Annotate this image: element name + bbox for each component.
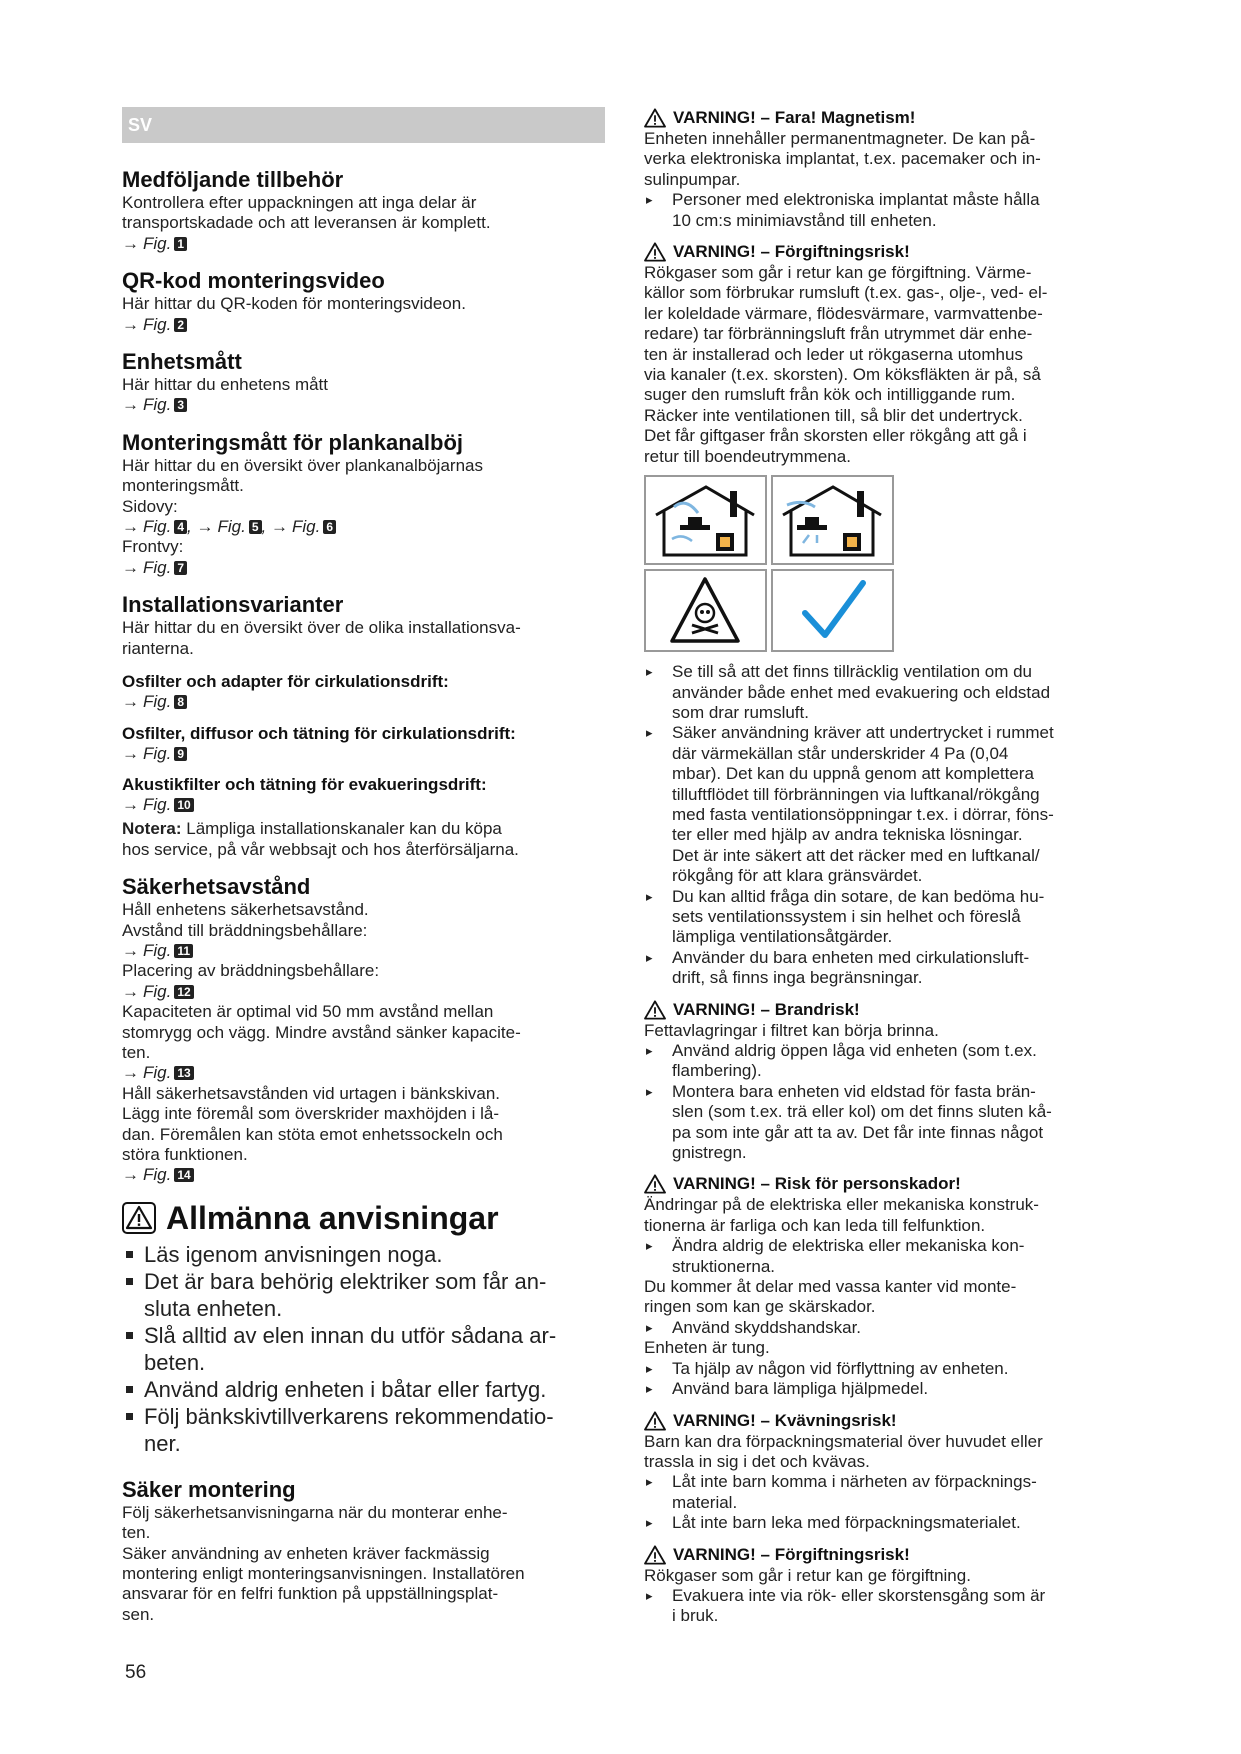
ventilation-pictograms (644, 475, 894, 652)
item-line: i bruk. (672, 1606, 719, 1626)
bullet-list (644, 190, 1134, 231)
text-line: ten. (122, 1523, 151, 1543)
text-line: trassla in sig i det och kvävas. (644, 1451, 870, 1471)
general-title: Allmänna anvisningar (166, 1199, 499, 1236)
text-line: Enheten är tung. (644, 1338, 770, 1358)
list-item (644, 662, 1134, 723)
section-install (122, 592, 605, 860)
text-line: transportskadade och att leveransen är komplett. (122, 213, 491, 233)
list-item (644, 1586, 1134, 1627)
fig-reference-row: → Fig. 4 , → Fig. 5 , → Fig. 6 (122, 517, 605, 537)
warning-icon (644, 1174, 666, 1194)
fig-label: Fig. (143, 314, 172, 334)
item-line: slen (som t.ex. trä eller kol) om det finns sluten kå- (672, 1102, 1052, 1122)
item-line: flambering). (672, 1061, 762, 1081)
list-item: ▸ Låt inte barn leka med förpackningsmaterialet. (644, 1513, 1134, 1533)
item-line: lämpliga ventilationsåtgärder. (672, 927, 893, 947)
text-line: Kontrollera efter uppackningen att inga delar är (122, 193, 477, 212)
text-line: Ändringar på de elektriska eller mekaniska konstruk- (644, 1195, 1039, 1215)
list-item: ▸ Använd skyddshandskar. (644, 1318, 1134, 1338)
warning-title: VARNING! – Förgiftningsrisk! (673, 242, 910, 262)
warning-title: VARNING! – Förgiftningsrisk! (673, 1544, 910, 1564)
left-column (122, 107, 605, 1625)
section-safe-mounting (122, 1477, 605, 1625)
text-line: källor som förbrukar rumsluft (t.ex. gas-, olje-, ved- el- (644, 283, 1048, 303)
list-item: Läs igenom anvisningen noga. (122, 1241, 605, 1268)
fig-number: 3 (174, 398, 187, 412)
language-bar: SV (122, 107, 605, 143)
text-line: Rökgaser som går i retur kan ge förgiftning. Värme- (644, 263, 1032, 283)
fig-label: Fig. (143, 395, 172, 415)
section-title: Installationsvarianter (122, 592, 344, 618)
section-title: Säkerhetsavstånd (122, 874, 311, 900)
item-line: Använd aldrig öppen låga vid enheten (som t.ex. (672, 1041, 1037, 1060)
bullet-list (644, 1472, 1134, 1533)
fig-label: Fig. (291, 517, 321, 537)
section-title: Monteringsmått för plankanalböj (122, 429, 464, 455)
item-line: använder både enhet med evakuering och eldstad (672, 682, 1051, 702)
warning-poison-1 (644, 241, 1134, 989)
front-view-label: Frontvy: (122, 537, 184, 557)
list-item (644, 1472, 1134, 1513)
fig-reference[interactable]: → Fig. 11 (122, 941, 605, 961)
text-line: Räcker inte ventilationen till, så blir det undertryck. (644, 405, 1023, 425)
text-line: Enheten innehåller permanentmagneter. De kan på- (644, 129, 1036, 148)
text-line: redare) tar förbränningsluft från utrymmet där enhe- (644, 324, 1033, 344)
fig-reference[interactable]: → Fig. 10 (122, 795, 605, 815)
list-item (644, 723, 1134, 886)
section-safety-distance (122, 874, 605, 1186)
section-accessories (122, 167, 605, 254)
section-title: Säker montering (122, 1476, 296, 1502)
item-line: som drar rumsluft. (672, 702, 809, 722)
install-variant (122, 774, 605, 815)
warning-title: VARNING! – Brandrisk! (673, 999, 860, 1019)
fig-number[interactable]: 6 (323, 520, 336, 534)
section-title: Medföljande tillbehör (122, 167, 344, 192)
checkmark-pictogram (771, 569, 894, 652)
text-line: monteringsmått. (122, 476, 244, 496)
text-line: Placering av bräddningsbehållare: (122, 961, 380, 981)
fig-number: 10 (174, 798, 193, 812)
note (122, 819, 605, 839)
text-line: retur till boendeutrymmena. (644, 446, 851, 466)
warning-heading (644, 107, 1134, 129)
variant-title: Osfilter, diffusor och tätning för cirkulationsdrift: (122, 723, 516, 743)
item-line: struktionerna. (672, 1256, 775, 1276)
item-line: Det är inte säkert att det räcker med en luftkanal/ (672, 845, 1040, 865)
section-dims (122, 349, 605, 416)
fig-number: 1 (174, 237, 187, 251)
section-general (122, 1200, 605, 1457)
warning-injury (644, 1173, 1134, 1399)
fig-reference[interactable]: → Fig. 2 (122, 315, 605, 335)
fig-reference[interactable]: → Fig. 7 (122, 558, 605, 578)
house-recirculation-pictogram (771, 475, 894, 565)
fig-label: Fig. (143, 1165, 172, 1185)
item-line: Evakuera inte via rök- eller skorstensgång som är (672, 1585, 1046, 1605)
item-line: mbar). Det kan du uppnå genom att komplettera (672, 764, 1034, 784)
item-line: ter eller med hjälp av andra tekniska lösningar. (672, 825, 1023, 845)
section-duct (122, 430, 605, 578)
text-line: sulinpumpar. (644, 169, 741, 189)
fig-number[interactable]: 4 (174, 520, 187, 534)
list-item (122, 1403, 605, 1457)
list-item (644, 948, 1134, 989)
text-line: Följ säkerhetsanvisningarna när du monterar enhe- (122, 1502, 508, 1522)
warning-heading (644, 1544, 1134, 1566)
fig-number: 9 (174, 747, 187, 761)
section-title: QR-kod monteringsvideo (122, 268, 385, 294)
page-number: 56 (125, 1662, 147, 1683)
fig-reference[interactable]: → Fig. 9 (122, 744, 605, 764)
text-line: Lägg inte föremål som överskrider maxhöjden i lå- (122, 1104, 500, 1124)
item-line: Slå alltid av elen innan du utför sådana ar- (144, 1322, 557, 1348)
text-line: Kapaciteten är optimal vid 50 mm avstånd mellan (122, 1002, 494, 1022)
text-line: Här hittar du QR-koden för monteringsvideon. (122, 294, 466, 314)
text-line: Du kommer åt delar med vassa kanter vid monte- (644, 1277, 1017, 1297)
list-item (644, 1041, 1134, 1082)
text-line: ler koleldade värmare, flödesvärmare, varmvattenbe- (644, 303, 1043, 323)
warning-icon (644, 1000, 666, 1020)
variant-title: Akustikfilter och tätning för evakueringsdrift: (122, 774, 487, 794)
fig-label: Fig. (143, 517, 172, 537)
list-item (122, 1322, 605, 1376)
list-item: Använd aldrig enheten i båtar eller fartyg. (122, 1376, 605, 1403)
list-item (644, 1236, 1134, 1277)
warning-heading (644, 241, 1134, 263)
text-line: ten. (122, 1042, 151, 1062)
text-line: ansvarar för en felfri funktion på uppställningsplat- (122, 1584, 499, 1604)
item-line: Montera bara enheten vid eldstad för fasta brän- (672, 1081, 1036, 1101)
fig-label: Fig. (143, 692, 172, 712)
section-title: Enhetsmått (122, 349, 242, 375)
right-column (644, 107, 1134, 1627)
section-qr (122, 268, 605, 335)
text-line: Här hittar du en översikt över plankanalböjarnas (122, 455, 483, 475)
fig-number: 8 (174, 695, 187, 709)
item-line: Följ bänkskivtillverkarens rekommendatio- (144, 1403, 554, 1429)
warning-fire (644, 999, 1134, 1164)
warning-title: VARNING! – Risk för personskador! (673, 1174, 961, 1194)
list-item: ▸ Ta hjälp av någon vid förflyttning av enheten. (644, 1359, 1134, 1379)
bullet-list (644, 1586, 1134, 1627)
item-line: beten. (144, 1349, 206, 1375)
item-line: pa som inte går att ta av. Det får inte finnas något (672, 1122, 1044, 1142)
item-line: material. (672, 1492, 738, 1512)
warning-title: VARNING! – Fara! Magnetism! (673, 108, 916, 127)
item-line: sluta enheten. (144, 1295, 283, 1321)
item-line: Låt inte barn komma i närheten av förpacknings- (672, 1472, 1037, 1492)
item-line: med fasta ventilationsöppningar t.ex. i dörrar, föns- (672, 804, 1054, 824)
list-item: ▸ Använd bara lämpliga hjälpmedel. (644, 1379, 1134, 1399)
warning-icon (644, 1411, 666, 1431)
warning-heading (644, 1173, 1134, 1195)
warning-icon (644, 242, 666, 262)
text-line: ringen som kan ge skärskador. (644, 1297, 876, 1317)
warning-heading (644, 1410, 1134, 1432)
fig-label: Fig. (143, 743, 172, 763)
item-line: Se till så att det finns tillräcklig ventilation om du (672, 662, 1033, 682)
warning-suffocation (644, 1410, 1134, 1534)
fig-number: 7 (174, 561, 187, 575)
text-line: Fettavlagringar i filtret kan börja brinna. (644, 1020, 939, 1040)
text-line: dan. Föremålen kan stöta emot enhetssockeln och (122, 1124, 503, 1144)
item-line: rökgång för att klara gränsvärdet. (672, 866, 923, 886)
house-exhaust-pictogram (644, 475, 767, 565)
fig-reference[interactable]: → Fig. 8 (122, 692, 605, 712)
bullet-list (644, 1236, 1134, 1277)
fig-label: Fig. (143, 940, 172, 960)
fig-number: 12 (174, 985, 193, 999)
bullet-list (644, 662, 1134, 989)
item-line: Det är bara behörig elektriker som får an- (144, 1268, 547, 1294)
text-line: Avstånd till bräddningsbehållare: (122, 920, 368, 940)
fig-label: Fig. (143, 981, 172, 1001)
text-line: ten är installerad och leder ut rökgaserna utomhus (644, 344, 1023, 364)
text-line: verka elektroniska implantat, t.ex. pacemaker och in- (644, 149, 1041, 169)
fig-label: Fig. (143, 794, 172, 814)
fig-reference[interactable]: → Fig. 1 (122, 234, 605, 254)
warning-icon (644, 108, 666, 128)
item-line: 10 cm:s minimiavstånd till enheten. (672, 210, 937, 230)
warning-icon (122, 1202, 156, 1234)
item-line: där värmekällan står underskrider 4 Pa (0,04 (672, 743, 1009, 763)
item-line: gnistregn. (672, 1143, 747, 1163)
note-text: Lämpliga installationskanaler kan du köpa (181, 819, 502, 839)
item-line: Ändra aldrig de elektriska eller mekaniska kon- (672, 1236, 1025, 1256)
text-line: störa funktionen. (122, 1145, 248, 1164)
text-line: Säker användning av enheten kräver fackmässig (122, 1543, 490, 1563)
item-line: tilluftflödet till förbränningen via luftkanal/rökgång (672, 784, 1040, 804)
text-line: tionerna är farliga och kan leda till felfunktion. (644, 1215, 986, 1235)
toxic-hazard-pictogram (644, 569, 767, 652)
item-line: Säker användning kräver att undertrycket i rummet (672, 723, 1054, 743)
fig-number: 11 (174, 944, 193, 958)
fig-reference[interactable]: → Fig. 14 (122, 1165, 605, 1185)
bullet-list (644, 1318, 1134, 1338)
text-line: Håll säkerhetsavstånden vid urtagen i bänkskivan. (122, 1083, 500, 1103)
item-line: ner. (144, 1430, 181, 1456)
item-line: Använder du bara enheten med cirkulationsluft- (672, 947, 1030, 967)
text-line: suger den rumsluft från kök och intilliggande rum. (644, 385, 1016, 405)
text-line: Barn kan dra förpackningsmaterial över huvudet eller (644, 1431, 1043, 1451)
install-variant (122, 671, 605, 712)
list-item (644, 190, 1134, 231)
text-line: sen. (122, 1604, 155, 1624)
fig-reference[interactable]: → Fig. 13 (122, 1063, 605, 1083)
text-line: rianterna. (122, 638, 194, 658)
fig-label: Fig. (217, 517, 246, 537)
text-line: hos service, på vår webbsajt och hos återförsäljarna. (122, 839, 519, 859)
text-line: via kanaler (t.ex. skorsten). Om köksfläkten är på, så (644, 365, 1041, 385)
fig-number: 2 (174, 318, 187, 332)
bullet-list (644, 1359, 1134, 1400)
fig-label: Fig. (143, 233, 172, 253)
warning-magnetism (644, 107, 1134, 231)
fig-reference[interactable]: → Fig. 12 (122, 982, 605, 1002)
text-line: Här hittar du enhetens mått (122, 375, 329, 395)
list-item (644, 1082, 1134, 1164)
general-heading (122, 1200, 605, 1237)
text-line: Håll enhetens säkerhetsavstånd. (122, 900, 369, 920)
fig-number[interactable]: 5 (249, 520, 262, 534)
text-line: Det får giftgaser från skorsten eller rökgång att gå i (644, 426, 1027, 446)
list-item (122, 1268, 605, 1322)
text-line: Här hittar du en översikt över de olika installationsva- (122, 618, 521, 638)
list-item (644, 887, 1134, 948)
item-line: drift, så finns inga begränsningar. (672, 968, 923, 988)
warning-poison-2 (644, 1544, 1134, 1627)
bullet-list (644, 1041, 1134, 1163)
item-line: Du kan alltid fråga din sotare, de kan bedöma hu- (672, 886, 1045, 906)
fig-reference[interactable]: → Fig. 3 (122, 395, 605, 415)
warning-heading (644, 999, 1134, 1021)
side-view-label: Sidovy: (122, 496, 178, 516)
warning-icon (644, 1545, 666, 1565)
text-line: Rökgaser som går i retur kan ge förgiftning. (644, 1565, 971, 1585)
fig-label: Fig. (143, 557, 172, 577)
fig-label: Fig. (143, 1063, 172, 1083)
item-line: Personer med elektroniska implantat måste hålla (672, 190, 1040, 210)
variant-title: Osfilter och adapter för cirkulationsdrift: (122, 672, 449, 692)
fig-number: 14 (174, 1168, 193, 1182)
fig-number: 13 (174, 1066, 193, 1080)
install-variant (122, 723, 605, 764)
general-list (122, 1241, 605, 1457)
warning-title: VARNING! – Kvävningsrisk! (673, 1410, 897, 1430)
text-line: montering enligt monteringsanvisningen. Installatören (122, 1564, 525, 1584)
text-line: stomrygg och vägg. Mindre avstånd sänker kapacite- (122, 1022, 521, 1042)
note-label: Notera: (122, 819, 182, 839)
item-line: sets ventilationssystem i sin helhet och föreslå (672, 906, 1021, 926)
